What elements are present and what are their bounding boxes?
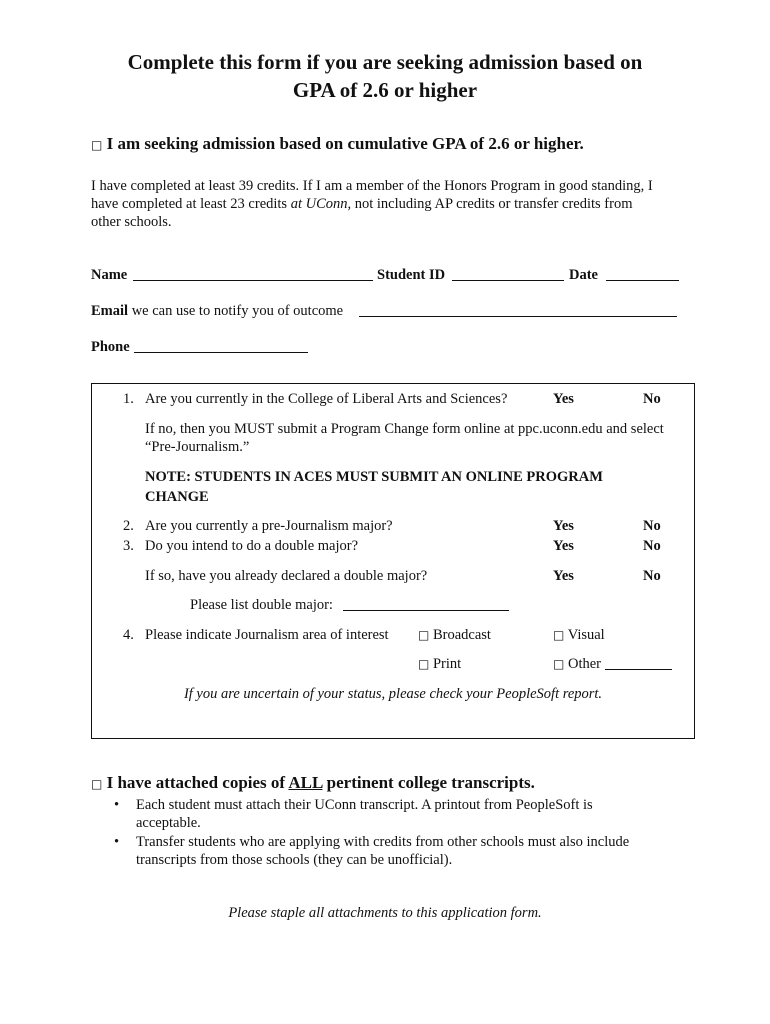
q3-text: Do you intend to do a double major? bbox=[145, 538, 359, 554]
credits-line-3: other schools. bbox=[91, 214, 172, 230]
uncertain-note: If you are uncertain of your status, please check your PeopleSoft report. bbox=[183, 686, 603, 702]
email-field[interactable] bbox=[359, 304, 677, 317]
student-id-field[interactable] bbox=[452, 268, 564, 281]
q3-sub-no[interactable]: No bbox=[643, 568, 661, 584]
name-field[interactable] bbox=[133, 268, 373, 281]
email-label-row: Email we can use to notify you of outcome bbox=[91, 303, 344, 319]
broadcast-checkbox[interactable]: □ bbox=[418, 628, 430, 642]
gpa-checkbox[interactable]: □ bbox=[91, 138, 103, 152]
bullet-1-line1: Each student must attach their UConn transcript. A printout from PeopleSoft is bbox=[136, 797, 593, 813]
page-title-line1: Complete this form if you are seeking admission based on bbox=[127, 50, 643, 74]
area-print[interactable]: □ Print bbox=[418, 656, 462, 672]
transcripts-checkbox[interactable]: □ bbox=[91, 777, 103, 791]
q3-number: 3. bbox=[123, 538, 134, 554]
q3-sub-text: If so, have you already declared a double major? bbox=[145, 568, 428, 584]
name-label: Name bbox=[91, 267, 128, 283]
transcripts-heading[interactable]: □ I have attached copies of ALL pertinent college transcripts. bbox=[91, 773, 535, 792]
area-other[interactable]: □ Other bbox=[553, 656, 601, 672]
q1-note-line2: “Pre-Journalism.” bbox=[145, 439, 250, 455]
page-title-line2: GPA of 2.6 or higher bbox=[292, 78, 478, 102]
q1-text: Are you currently in the College of Liberal Arts and Sciences? bbox=[145, 391, 508, 407]
credits-line-1: I have completed at least 39 credits. If I am a member of the Honors Program in good standing, I bbox=[91, 178, 653, 194]
other-field[interactable] bbox=[605, 657, 672, 670]
aces-note-line1: NOTE: STUDENTS IN ACES MUST SUBMIT AN ONLINE PROGRAM bbox=[145, 469, 603, 485]
q1-number: 1. bbox=[123, 391, 134, 407]
phone-label: Phone bbox=[91, 339, 130, 355]
bullet-2-marker: • bbox=[114, 834, 120, 850]
q1-note-line1: If no, then you MUST submit a Program Change form online at ppc.uconn.edu and select bbox=[145, 421, 664, 437]
q2-text: Are you currently a pre-Journalism major? bbox=[145, 518, 393, 534]
q4-number: 4. bbox=[123, 627, 134, 643]
bullet-2-line1: Transfer students who are applying with credits from other schools must also include bbox=[136, 834, 630, 850]
bullet-2-line2: transcripts from those schools (they can be unofficial). bbox=[136, 852, 453, 868]
footer-note: Please staple all attachments to this application form. bbox=[228, 905, 542, 921]
q2-number: 2. bbox=[123, 518, 134, 534]
bullet-1-line2: acceptable. bbox=[136, 815, 201, 831]
bullet-1-marker: • bbox=[114, 797, 120, 813]
q4-text: Please indicate Journalism area of interest bbox=[145, 627, 389, 643]
gpa-statement: I am seeking admission based on cumulative GPA of 2.6 or higher. bbox=[106, 134, 584, 153]
date-label: Date bbox=[569, 267, 598, 283]
phone-field[interactable] bbox=[134, 340, 308, 353]
q3-yes[interactable]: Yes bbox=[553, 538, 574, 554]
aces-note-line2: CHANGE bbox=[145, 489, 209, 505]
email-label: Email bbox=[91, 303, 129, 319]
q1-yes[interactable]: Yes bbox=[553, 391, 574, 407]
credits-line-2: have completed at least 23 credits at UConn, not including AP credits or transfer credits from bbox=[91, 196, 633, 212]
double-major-label: Please list double major: bbox=[190, 597, 333, 613]
q1-no[interactable]: No bbox=[643, 391, 661, 407]
area-broadcast[interactable]: □ Broadcast bbox=[418, 627, 491, 643]
other-checkbox[interactable]: □ bbox=[553, 657, 565, 671]
q2-no[interactable]: No bbox=[643, 518, 661, 534]
visual-checkbox[interactable]: □ bbox=[553, 628, 565, 642]
print-checkbox[interactable]: □ bbox=[418, 657, 430, 671]
gpa-statement-row[interactable] bbox=[91, 134, 584, 154]
q3-no[interactable]: No bbox=[643, 538, 661, 554]
student-id-label: Student ID bbox=[377, 267, 446, 283]
q2-yes[interactable]: Yes bbox=[553, 518, 574, 534]
date-field[interactable] bbox=[606, 268, 679, 281]
q3-sub-yes[interactable]: Yes bbox=[553, 568, 574, 584]
area-visual[interactable]: □ Visual bbox=[553, 627, 605, 643]
double-major-field[interactable] bbox=[343, 598, 509, 611]
